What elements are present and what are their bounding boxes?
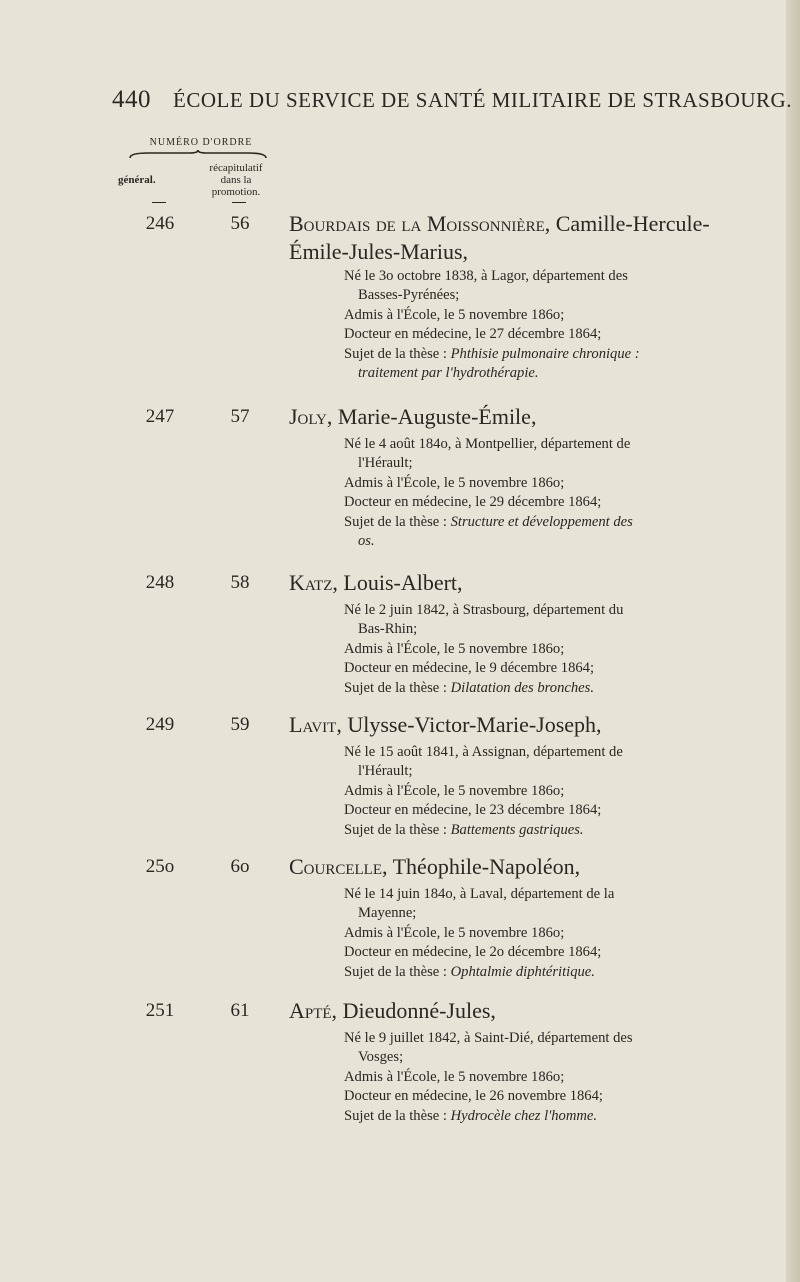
- recap-line-2: dans la: [220, 174, 252, 186]
- thesis-prefix: Sujet de la thèse :: [344, 821, 447, 838]
- thesis-prefix: Sujet de la thèse :: [344, 963, 447, 980]
- doctor-line: Docteur en médecine, le 29 décembre 1864;: [344, 494, 602, 511]
- born-line: Né le 2 juin 1842, à Strasbourg, département du: [344, 602, 624, 618]
- surname: Apté,: [289, 998, 338, 1023]
- thesis-line: [344, 1107, 722, 1126]
- thesis-title: Phthisie pulmonaire chronique :: [450, 345, 640, 362]
- born-line-cont: Mayenne;: [358, 905, 417, 922]
- admitted-line: Admis à l'École, le 5 novembre 186o;: [344, 924, 565, 941]
- born-line: Né le 3o octobre 1838, à Lagor, département des: [344, 268, 628, 284]
- entry-name: [289, 210, 729, 266]
- column-brace: [128, 150, 268, 160]
- entry-details: [344, 435, 722, 551]
- born-line-cont: Bas-Rhin;: [358, 621, 418, 638]
- page-edge: [786, 0, 800, 1282]
- surname: Lavit,: [289, 712, 342, 737]
- doctor-line: Docteur en médecine, le 23 décembre 1864;: [344, 802, 602, 819]
- column-head-recap: [200, 162, 272, 198]
- entry-number-general: 248: [145, 572, 175, 593]
- entry-details: [344, 267, 722, 383]
- page-header: [112, 86, 792, 114]
- entry-number-recap: 57: [230, 406, 250, 427]
- given-names: Ulysse-Victor-Marie-Joseph,: [347, 712, 602, 737]
- entry-number-recap: 61: [230, 1000, 250, 1021]
- column-divider: [232, 202, 246, 203]
- given-names: Dieudonné-Jules,: [342, 998, 496, 1023]
- entry-name: [289, 403, 729, 431]
- thesis-title: Hydrocèle chez l'homme.: [450, 1107, 598, 1124]
- given-names: Marie-Auguste-Émile,: [337, 404, 537, 429]
- born-line-cont: Basses-Pyrénées;: [358, 287, 460, 304]
- column-divider: [152, 202, 166, 203]
- column-head-general: général.: [118, 174, 156, 186]
- thesis-title: Ophtalmie diphtéritique.: [450, 963, 595, 980]
- doctor-line: Docteur en médecine, le 27 décembre 1864;: [344, 326, 602, 343]
- born-line: Né le 4 août 184o, à Montpellier, département de: [344, 436, 631, 452]
- born-line: Né le 9 juillet 1842, à Saint-Dié, département des: [344, 1030, 633, 1046]
- surname: Katz,: [289, 570, 338, 595]
- thesis-line: [344, 513, 722, 532]
- entry-number-recap: 59: [230, 714, 250, 735]
- thesis-prefix: Sujet de la thèse :: [344, 345, 447, 362]
- entry-name: [289, 997, 729, 1025]
- entry-number-general: 247: [145, 406, 175, 427]
- given-names-cont: Émile-Jules-Marius,: [289, 239, 469, 264]
- entry-name: [289, 711, 729, 739]
- surname: Bourdais de la Moissonnière,: [289, 211, 551, 236]
- thesis-line: [344, 963, 722, 982]
- entry-details: [344, 743, 722, 840]
- admitted-line: Admis à l'École, le 5 novembre 186o;: [344, 306, 565, 323]
- born-line: Né le 15 août 1841, à Assignan, département de: [344, 744, 623, 760]
- thesis-prefix: Sujet de la thèse :: [344, 513, 447, 530]
- thesis-title-cont: traitement par l'hydrothérapie.: [358, 365, 539, 382]
- thesis-title: Structure et développement des: [450, 513, 633, 530]
- doctor-line: Docteur en médecine, le 26 novembre 1864;: [344, 1088, 603, 1105]
- recap-line-3: promotion.: [211, 186, 261, 198]
- given-names: Louis-Albert,: [343, 570, 463, 595]
- surname: Joly,: [289, 404, 333, 429]
- thesis-prefix: Sujet de la thèse :: [344, 1107, 447, 1124]
- numero-ordre-label: NUMÉRO D'ORDRE: [149, 137, 253, 148]
- entry-name: [289, 569, 729, 597]
- born-line-cont: l'Hérault;: [358, 763, 413, 780]
- entry-details: [344, 885, 722, 982]
- admitted-line: Admis à l'École, le 5 novembre 186o;: [344, 640, 565, 657]
- given-names: Camille-Hercule-: [555, 211, 710, 236]
- entry-name: [289, 853, 729, 881]
- doctor-line: Docteur en médecine, le 2o décembre 1864;: [344, 944, 602, 961]
- given-names: Théophile-Napoléon,: [392, 854, 581, 879]
- thesis-title-cont: os.: [358, 533, 375, 550]
- admitted-line: Admis à l'École, le 5 novembre 186o;: [344, 1068, 565, 1085]
- born-line-cont: l'Hérault;: [358, 455, 413, 472]
- thesis-title: Battements gastriques.: [450, 821, 584, 838]
- admitted-line: Admis à l'École, le 5 novembre 186o;: [344, 782, 565, 799]
- thesis-line: [344, 821, 722, 840]
- entry-number-recap: 58: [230, 572, 250, 593]
- born-line-cont: Vosges;: [358, 1049, 404, 1066]
- entry-number-recap: 56: [230, 213, 250, 234]
- entry-number-general: 25o: [145, 856, 175, 877]
- admitted-line: Admis à l'École, le 5 novembre 186o;: [344, 474, 565, 491]
- thesis-line: [344, 679, 722, 698]
- entry-number-general: 249: [145, 714, 175, 735]
- thesis-line: [344, 345, 722, 364]
- recap-line-1: récapitulatif: [209, 162, 263, 174]
- born-line: Né le 14 juin 184o, à Laval, département de la: [344, 886, 615, 902]
- running-title: ÉCOLE DU SERVICE DE SANTÉ MILITAIRE DE STRASBOURG.: [173, 88, 792, 112]
- entry-number-recap: 6o: [230, 856, 250, 877]
- entry-number-general: 251: [145, 1000, 175, 1021]
- thesis-prefix: Sujet de la thèse :: [344, 679, 447, 696]
- page-number: 440: [112, 86, 151, 113]
- entry-number-general: 246: [145, 213, 175, 234]
- doctor-line: Docteur en médecine, le 9 décembre 1864;: [344, 660, 595, 677]
- thesis-title: Dilatation des bronches.: [450, 679, 594, 696]
- entry-details: [344, 1029, 722, 1126]
- surname: Courcelle,: [289, 854, 388, 879]
- entry-details: [344, 601, 722, 698]
